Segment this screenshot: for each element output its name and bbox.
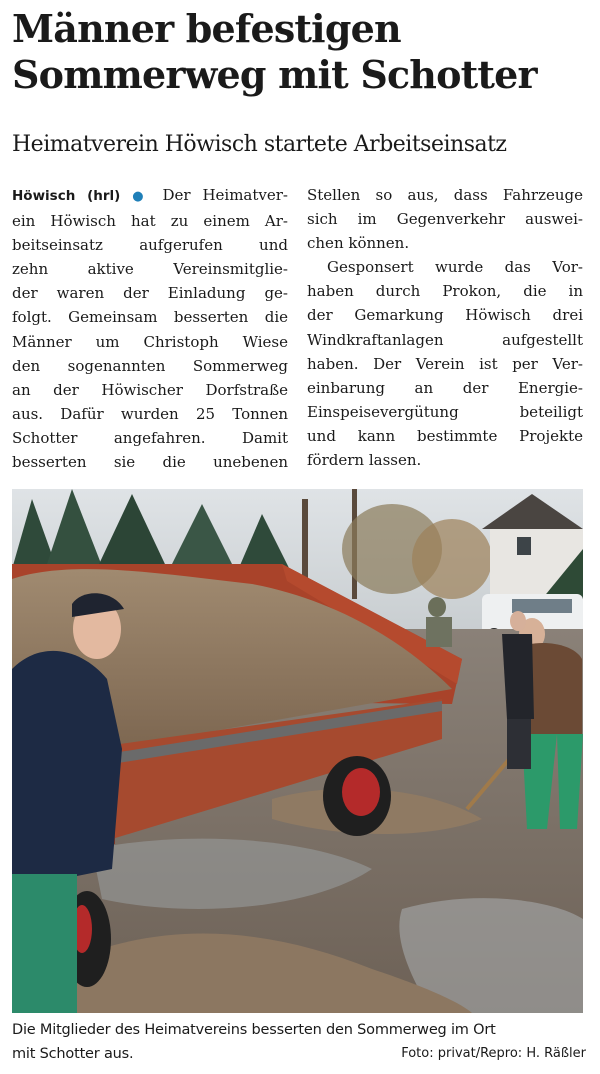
article-line: chen können. — [307, 234, 410, 253]
article-line: sich im Gegenverkehr auswei- — [307, 210, 583, 229]
article-line: Gesponsert wurde das Vor- — [327, 258, 583, 277]
article-line: Schotter angefahren. Damit — [12, 428, 288, 447]
article-line: einbarung an der Energie- — [307, 378, 583, 397]
article-line: und kann bestimmte Projekte — [307, 426, 583, 445]
article-line: an der Höwischer Dorfstraße — [12, 380, 288, 399]
article-line: haben. Der Verein ist per Ver- — [307, 354, 583, 373]
article-line: besserten sie die unebenen — [12, 453, 288, 472]
headline-line-1: Männer befestigen — [12, 6, 401, 51]
article-line: beitseinsatz aufgerufen und — [12, 236, 288, 255]
article-line: Einspeisevergütung beteiligt — [307, 402, 583, 421]
article-line: der waren der Einladung ge- — [12, 284, 288, 303]
article-line: haben durch Prokon, die in — [307, 282, 583, 301]
caption-line-2: mit Schotter aus. — [12, 1046, 134, 1062]
article-line: Männer um Christoph Wiese — [12, 332, 288, 351]
article-line: aus. Dafür wurden 25 Tonnen — [12, 404, 288, 423]
article-line: der Gemarkung Höwisch drei — [307, 306, 583, 325]
article-line: ein Höwisch hat zu einem Ar- — [12, 212, 288, 231]
article-line: Windkraftanlagen aufgestellt — [307, 330, 583, 349]
article-line: den sogenannten Sommerweg — [12, 356, 288, 375]
caption-line-1: Die Mitglieder des Heimatvereins besserten den Sommerweg im Ort — [12, 1022, 496, 1038]
bullet-icon: ● — [132, 189, 151, 204]
article-column-2 — [307, 183, 583, 472]
photo-credit: Foto: privat/Repro: H. Räßler — [401, 1046, 586, 1061]
article-line: folgt. Gemeinsam besserten die — [12, 308, 288, 327]
article-line: zehn aktive Vereinsmitglie- — [12, 260, 288, 279]
headline-line-2: Sommerweg mit Schotter — [12, 52, 537, 97]
subheadline: Heimatverein Höwisch startete Arbeitseinsatz — [12, 132, 507, 157]
article-line: fördern lassen. — [307, 451, 422, 470]
article-photo — [12, 489, 583, 1013]
article-column-1 — [12, 183, 288, 474]
headline — [12, 6, 592, 98]
article-line: Stellen so aus, dass Fahrzeuge — [307, 186, 583, 204]
dateline: Höwisch (hrl) — [12, 188, 121, 204]
article-line: Höwisch (hrl) ● Der Heimatver- — [12, 186, 288, 204]
